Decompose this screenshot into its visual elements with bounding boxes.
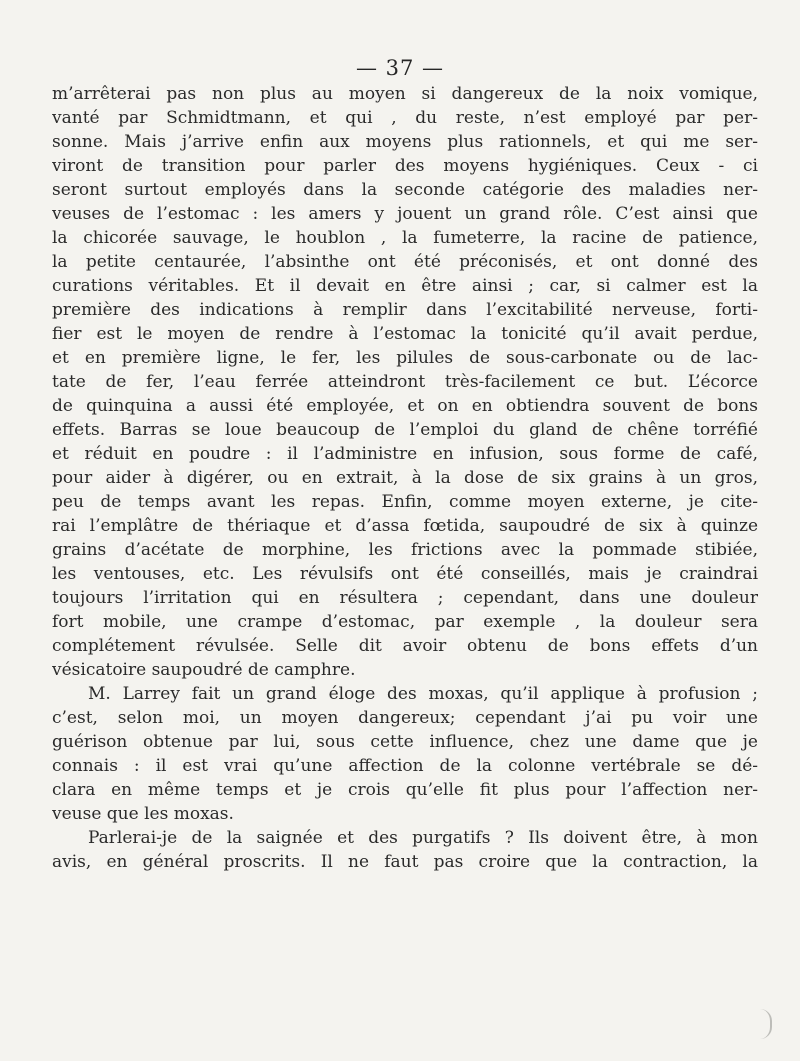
text-line: avis, en général proscrits. Il ne faut pas croire que la contraction, la — [52, 852, 758, 872]
text-line: fort mobile, une crampe d’estomac, par exemple , la douleur sera — [52, 612, 758, 632]
text-line: guérison obtenue par lui, sous cette influence, chez une dame que je — [52, 732, 758, 752]
text-line: rai l’emplâtre de thériaque et d’assa fœtida, saupoudré de six à quinze — [52, 516, 758, 536]
text-line: et réduit en poudre : il l’administre en infusion, sous forme de café, — [52, 444, 758, 464]
text-line: clara en même temps et je crois qu’elle fit plus pour l’affection ner- — [52, 780, 758, 800]
text-line: connais : il est vrai qu’une affection de la colonne vertébrale se dé- — [52, 756, 758, 776]
text-line: tate de fer, l’eau ferrée atteindront très-facilement ce but. L’écorce — [52, 372, 758, 392]
paragraph-end-line: veuse que les moxas. — [52, 804, 234, 824]
text-line: fier est le moyen de rendre à l’estomac la tonicité qu’il avait perdue, — [52, 324, 758, 344]
text-line: de quinquina a aussi été employée, et on en obtiendra souvent de bons — [52, 396, 758, 416]
text-line: seront surtout employés dans la seconde catégorie des maladies ner- — [52, 180, 758, 200]
page-number: — 37 — — [355, 56, 445, 80]
text-line: m’arrêterai pas non plus au moyen si dangereux de la noix vomique, — [52, 84, 758, 104]
text-line: la chicorée sauvage, le houblon , la fumeterre, la racine de patience, — [52, 228, 758, 248]
text-line: grains d’acétate de morphine, les frictions avec la pommade stibiée, — [52, 540, 758, 560]
text-line: peu de temps avant les repas. Enfin, comme moyen externe, je cite- — [52, 492, 758, 512]
text-line: viront de transition pour parler des moyens hygiéniques. Ceux - ci — [52, 156, 758, 176]
paragraph-start-line: M. Larrey fait un grand éloge des moxas, qu’il applique à profusion ; — [88, 684, 758, 704]
text-line: sonne. Mais j’arrive enfin aux moyens plus rationnels, et qui me ser- — [52, 132, 758, 152]
text-line: complétement révulsée. Selle dit avoir obtenu de bons effets d’un — [52, 636, 758, 656]
text-line: les ventouses, etc. Les révulsifs ont été conseillés, mais je craindrai — [52, 564, 758, 584]
text-line: toujours l’irritation qui en résultera ; cependant, dans une douleur — [52, 588, 758, 608]
paragraph-end-line: vésicatoire saupoudré de camphre. — [52, 660, 356, 680]
text-line: c’est, selon moi, un moyen dangereux; cependant j’ai pu voir une — [52, 708, 758, 728]
text-line: effets. Barras se loue beaucoup de l’emploi du gland de chêne torréfié — [52, 420, 758, 440]
text-line: veuses de l’estomac : les amers y jouent un grand rôle. C’est ainsi que — [52, 204, 758, 224]
text-line: première des indications à remplir dans l’excitabilité nerveuse, forti- — [52, 300, 758, 320]
text-line: et en première ligne, le fer, les pilules de sous-carbonate ou de lac- — [52, 348, 758, 368]
text-line: la petite centaurée, l’absinthe ont été préconisés, et ont donné des — [52, 252, 758, 272]
body-text — [52, 82, 758, 874]
text-line: vanté par Schmidtmann, et qui , du reste, n’est employé par per- — [52, 108, 758, 128]
paragraph-start-line: Parlerai-je de la saignée et des purgatifs ? Ils doivent être, à mon — [88, 828, 758, 848]
page-edge-mark — [756, 1009, 772, 1039]
text-line: curations véritables. Et il devait en être ainsi ; car, si calmer est la — [52, 276, 758, 296]
text-line: pour aider à digérer, ou en extrait, à la dose de six grains à un gros, — [52, 468, 758, 488]
